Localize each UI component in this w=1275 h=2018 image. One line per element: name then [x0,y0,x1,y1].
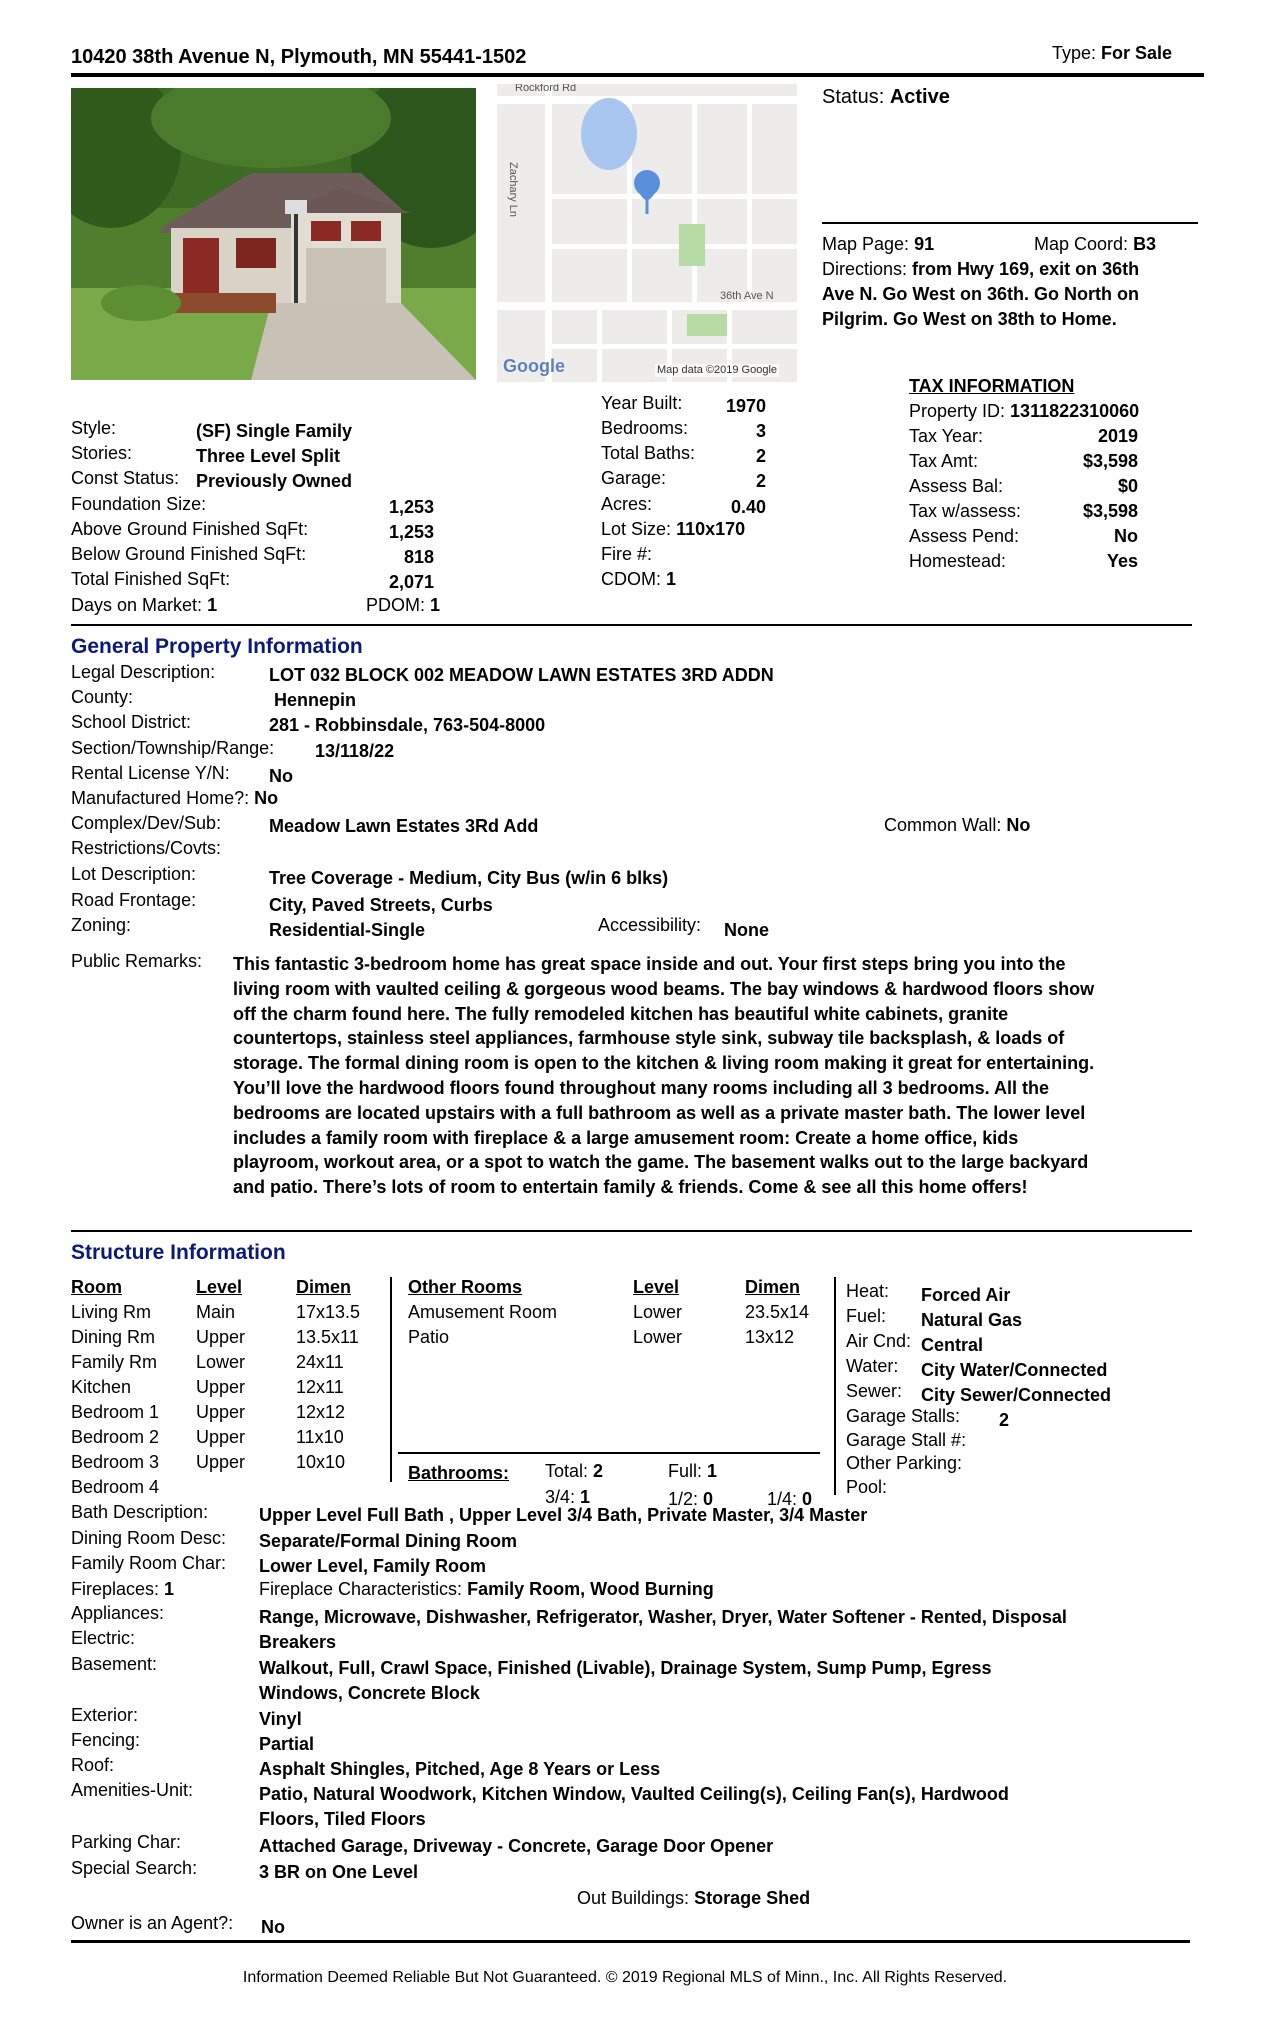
property-id [909,401,1139,423]
detail-label: Exterior: [71,1705,139,1725]
map-road-label: 36th Ave N [720,290,774,302]
table-header: Level [196,1277,243,1297]
basement: Walkout, Full, Crawl Space, Finished (Livable), Drainage System, Sump Pump, Egress [259,1658,992,1678]
cdom [601,569,676,591]
lot-size [601,519,745,541]
section-title-structure: Structure Information [71,1241,286,1264]
general-label: Manufactured Home?: [71,788,250,808]
table-header: Level [633,1277,680,1297]
park-shape [679,224,705,266]
fact-value: 1,253 [388,497,434,517]
general-label: Common Wall: [884,815,1002,835]
fact-label: Above Ground Finished SqFt: [71,519,309,539]
tax-label: Property ID: [909,401,1006,421]
utility-label: Air Cnd: [846,1331,912,1351]
fact-value: 0.40 [730,497,766,517]
room-dimen: 12x12 [296,1402,346,1422]
roof: Asphalt Shingles, Pitched, Age 8 Years or Less [259,1759,661,1779]
tax-value: 2019 [1097,426,1138,446]
status-badge: Active [889,86,950,108]
room-level: Main [196,1302,236,1322]
county: Hennepin [274,690,357,710]
room-name: Kitchen [71,1377,132,1397]
room-level: Lower [633,1327,683,1347]
out-buildings [577,1888,810,1910]
listing-status [822,85,950,109]
section-rule [71,624,1192,626]
tax-label: Assess Pend: [909,526,1020,546]
fireplaces [71,1579,174,1601]
detail-label: Fencing: [71,1730,141,1750]
detail-label: Dining Room Desc: [71,1528,227,1548]
tax-label: Tax Amt: [909,451,979,471]
complex-dev-sub: Meadow Lawn Estates 3Rd Add [269,816,539,836]
room-level: Lower [633,1302,683,1322]
table-header: Other Rooms [408,1277,523,1297]
detail-label: Owner is an Agent?: [71,1913,234,1933]
owner-agent: No [261,1917,285,1937]
room-level: Lower [196,1352,246,1372]
fact-label: Total Finished SqFt: [71,569,231,589]
utility-label: Fuel: [846,1306,887,1326]
utility-value: Central [921,1335,984,1355]
room-name: Bedroom 3 [71,1452,160,1472]
room-dimen: 11x10 [296,1427,344,1447]
map-road-label: Rockford Rd [515,84,577,94]
fact-value: 1 [666,569,677,589]
general-value: No [254,788,279,808]
bath-value: 1 [580,1487,591,1507]
fact-label: Below Ground Finished SqFt: [71,544,307,564]
room-dimen: 17x13.5 [296,1302,361,1322]
tax-value: $0 [1117,476,1138,496]
room-dimen: 12x11 [296,1377,344,1397]
map-coord [1034,234,1156,256]
fact-label: Style: [71,418,117,438]
column-divider [390,1277,392,1482]
property-address: 10420 38th Avenue N, Plymouth, MN 55441-1502 [71,46,527,68]
tax-value: Yes [1106,551,1138,571]
detail-value: Family Room, Wood Burning [467,1579,714,1599]
bathrooms-label: Bathrooms: [408,1463,510,1483]
general-label: Restrictions/Covts: [71,838,222,858]
listing-type [1052,43,1172,65]
room-dimen: 10x10 [296,1452,346,1472]
room-name: Bedroom 2 [71,1427,160,1447]
map-road-label: Zachary Ln [507,162,519,218]
utility-value: City Sewer/Connected [921,1385,1112,1405]
zoning: Residential-Single [269,920,426,940]
room-dimen: 24x11 [296,1352,344,1372]
room-name: Family Rm [71,1352,157,1372]
listing-type-value: For Sale [1101,43,1173,63]
utility-value: Natural Gas [921,1310,1023,1330]
room-dimen: 13.5x11 [296,1327,359,1347]
bath-description: Upper Level Full Bath , Upper Level 3/4 Bath, Private Master, 3/4 Master [259,1505,868,1525]
legal-description: LOT 032 BLOCK 002 MEADOW LAWN ESTATES 3RD ADDN [269,665,774,685]
amenities-unit: Floors, Tiled Floors [259,1809,426,1829]
detail-value: Storage Shed [694,1888,811,1908]
room-name: Amusement Room [408,1302,558,1322]
room-level: Upper [196,1402,246,1422]
map-attribution: Map data ©2019 Google [657,364,778,376]
property-photo [71,88,476,380]
bath-value: 0 [703,1489,714,1509]
room-name: Bedroom 4 [71,1477,160,1497]
special-search: 3 BR on One Level [259,1862,419,1882]
general-label: Complex/Dev/Sub: [71,813,222,833]
accessibility: None [724,920,769,940]
road-frontage: City, Paved Streets, Curbs [269,895,493,915]
detail-label: Parking Char: [71,1832,182,1852]
lake-shape [581,98,637,170]
room-name: Bedroom 1 [71,1402,160,1422]
general-label: Section/Township/Range: [71,738,275,758]
fact-label: Bedrooms: [601,418,689,438]
fact-label: Stories: [71,443,133,463]
public-remarks: This fantastic 3-bedroom home has great space inside and out. Your first steps bring you into the living room with vaulted ceiling & gorgeous wood beams. The bay windows & hardwood floors show off the charm found here. The fully remodeled kitchen has beautiful white cabinets, granite countertops, stainless steel appliances, farmhouse style sink, subway tile backsplash, & loads of storage. The formal dining room is open to the kitchen & living room making it great for entertaining. You’ll love the hardwood floors found throughout many rooms including all 3 bedrooms. All the bedrooms are located upstairs with a full bathroom as well as a private master bath. The lower level includes a family room with fireplace & a large amusement room: Create a home office, kids playroom, workout area, or a spot to watch the game. The basement walks out to the large backyard and patio. There’s lots of room to entertain family & friends. Come & see all this home offers! [233,954,1095,1198]
table-header: Room [71,1277,122,1297]
fact-label: Days on Market: [71,595,203,615]
fact-label: Const Status: [71,468,180,488]
general-label: Zoning: [71,915,132,935]
general-value: No [1006,815,1031,835]
utility-value: Forced Air [921,1285,1011,1305]
map-page-value: 91 [914,234,935,254]
utility-label: Water: [846,1356,899,1376]
detail-label: Fireplace Characteristics: [259,1579,463,1599]
directions-label: Directions: [822,259,908,279]
detail-label: Bath Description: [71,1502,209,1522]
room-dimen: 13x12 [745,1327,795,1347]
detail-value: 1 [164,1579,175,1599]
status-label: Status: [822,86,885,108]
map-brand-logo: Google [503,356,565,376]
fact-label: Total Baths: [601,443,696,463]
map-coord-value: B3 [1133,234,1157,254]
directions-line: from Hwy 169, exit on 36th [912,259,1140,279]
utility-label: Other Parking: [846,1453,963,1473]
exterior: Vinyl [259,1709,302,1729]
fact-label: CDOM: [601,569,661,589]
general-label: School District: [71,712,192,732]
fact-label: Lot Size: [601,519,672,539]
table-header: Dimen [296,1277,352,1297]
utility-label: Garage Stalls: [846,1406,961,1426]
bath-label: 1/2: [668,1489,699,1509]
tax-value: 1311822310060 [1010,401,1140,421]
parking-char: Attached Garage, Driveway - Concrete, Garage Door Opener [259,1836,774,1856]
fact-value: 2 [755,471,766,491]
map-page [822,234,934,256]
fact-label: Year Built: [601,393,683,413]
detail-label: Roof: [71,1755,115,1775]
fire-number [601,544,652,566]
detail-label: Fireplaces: [71,1579,160,1599]
general-label: Accessibility: [598,915,702,935]
tax-value: $3,598 [1082,451,1138,471]
fact-value: Three Level Split [196,446,341,466]
fact-value: 1 [207,595,218,615]
pdom [366,595,440,617]
room-level: Upper [196,1427,246,1447]
room-name: Living Rm [71,1302,152,1322]
family-room-char: Lower Level, Family Room [259,1556,487,1576]
room-name: Dining Rm [71,1327,156,1347]
bath-label: Full: [668,1461,703,1481]
table-header: Dimen [745,1277,801,1297]
tax-label: Tax Year: [909,426,984,446]
column-divider [834,1277,836,1495]
bath-label: 1/4: [767,1489,798,1509]
footer-rule [71,1940,1190,1943]
section-township-range: 13/118/22 [315,741,395,761]
section-title-general: General Property Information [71,635,363,658]
amenities-unit: Patio, Natural Woodwork, Kitchen Window, Vaulted Ceiling(s), Ceiling Fan(s), Hardwood [259,1784,1009,1804]
utility-label: Garage Stall #: [846,1430,967,1450]
fact-value: (SF) Single Family [196,421,353,441]
room-level: Upper [196,1327,246,1347]
fact-value: Previously Owned [196,471,353,491]
directions [822,259,1139,281]
utility-label: Sewer: [846,1381,903,1401]
fencing: Partial [259,1734,315,1754]
fact-label: Foundation Size: [71,494,207,514]
directions-line: Pilgrim. Go West on 38th to Home. [822,309,1117,329]
fact-value: 818 [403,547,434,567]
tax-value: $3,598 [1082,501,1138,521]
fact-label: Fire #: [601,544,653,564]
bath-total [545,1461,603,1483]
map-coord-label: Map Coord: [1034,234,1129,254]
room-level: Upper [196,1377,246,1397]
fact-value: 3 [755,421,766,441]
detail-label: Family Room Char: [71,1553,227,1573]
listing-type-label: Type: [1052,43,1097,63]
detail-label: Basement: [71,1654,158,1674]
room-dimen: 23.5x14 [745,1302,810,1322]
tax-title: TAX INFORMATION [909,376,1075,396]
basement: Windows, Concrete Block [259,1683,480,1703]
tax-label: Homestead: [909,551,1007,571]
general-label: Rental License Y/N: [71,763,230,783]
school-district: 281 - Robbinsdale, 763-504-8000 [269,715,546,735]
bath-label: 3/4: [545,1487,576,1507]
general-label: Road Frontage: [71,890,197,910]
utility-value: City Water/Connected [921,1360,1108,1380]
lot-description: Tree Coverage - Medium, City Bus (w/in 6 blks) [269,868,669,888]
bath-value: 2 [593,1461,604,1481]
room-name: Patio [408,1327,450,1347]
electric: Breakers [259,1632,337,1652]
days-on-market [71,595,217,617]
detail-label: Special Search: [71,1858,198,1878]
general-label: Lot Description: [71,864,197,884]
fact-label: PDOM: [366,595,426,615]
general-label: County: [71,687,134,707]
detail-label: Amenities-Unit: [71,1780,194,1800]
detail-label: Electric: [71,1628,136,1648]
detail-label: Out Buildings: [577,1888,690,1908]
fact-value: 1 [430,595,441,615]
utility-value: 2 [999,1410,1010,1430]
manufactured-home [71,788,278,810]
appliances: Range, Microwave, Dishwasher, Refrigerator, Washer, Dryer, Water Softener - Rented, Disposal [259,1607,1067,1627]
fact-label: Acres: [601,494,653,514]
tax-label: Assess Bal: [909,476,1004,496]
fact-value: 1,253 [388,522,434,542]
utility-label: Heat: [846,1281,890,1301]
utility-label: Pool: [846,1477,888,1497]
fact-value: 2,071 [388,572,434,592]
fact-label: Garage: [601,468,667,488]
fact-value: 1970 [725,396,766,416]
footer-disclaimer: Information Deemed Reliable But Not Guaranteed. © 2019 Regional MLS of Minn., Inc. All Rights Reserved. [242,1969,1008,1986]
room-level: Upper [196,1452,246,1472]
bathrooms-rule [398,1452,820,1454]
status-rule [822,222,1198,224]
general-label: Legal Description: [71,662,216,682]
fact-value: 110x170 [676,519,746,539]
directions-line: Ave N. Go West on 36th. Go North on [822,284,1140,304]
rental-license: No [269,766,293,786]
fireplace-characteristics [259,1579,714,1601]
bath-label: Total: [545,1461,589,1481]
location-map[interactable] [497,84,797,382]
general-label: Public Remarks: [71,951,203,971]
bath-full [668,1461,717,1483]
detail-label: Appliances: [71,1603,165,1623]
header-rule [71,73,1204,77]
map-pin-icon [634,170,660,196]
tax-label: Tax w/assess: [909,501,1022,521]
common-wall [884,815,1030,837]
fact-value: 2 [755,446,766,466]
dining-room-desc: Separate/Formal Dining Room [259,1531,518,1551]
section-rule [71,1230,1192,1232]
map-page-label: Map Page: [822,234,910,254]
tax-value: No [1114,526,1138,546]
bath-value: 0 [802,1489,813,1509]
bath-value: 1 [707,1461,718,1481]
